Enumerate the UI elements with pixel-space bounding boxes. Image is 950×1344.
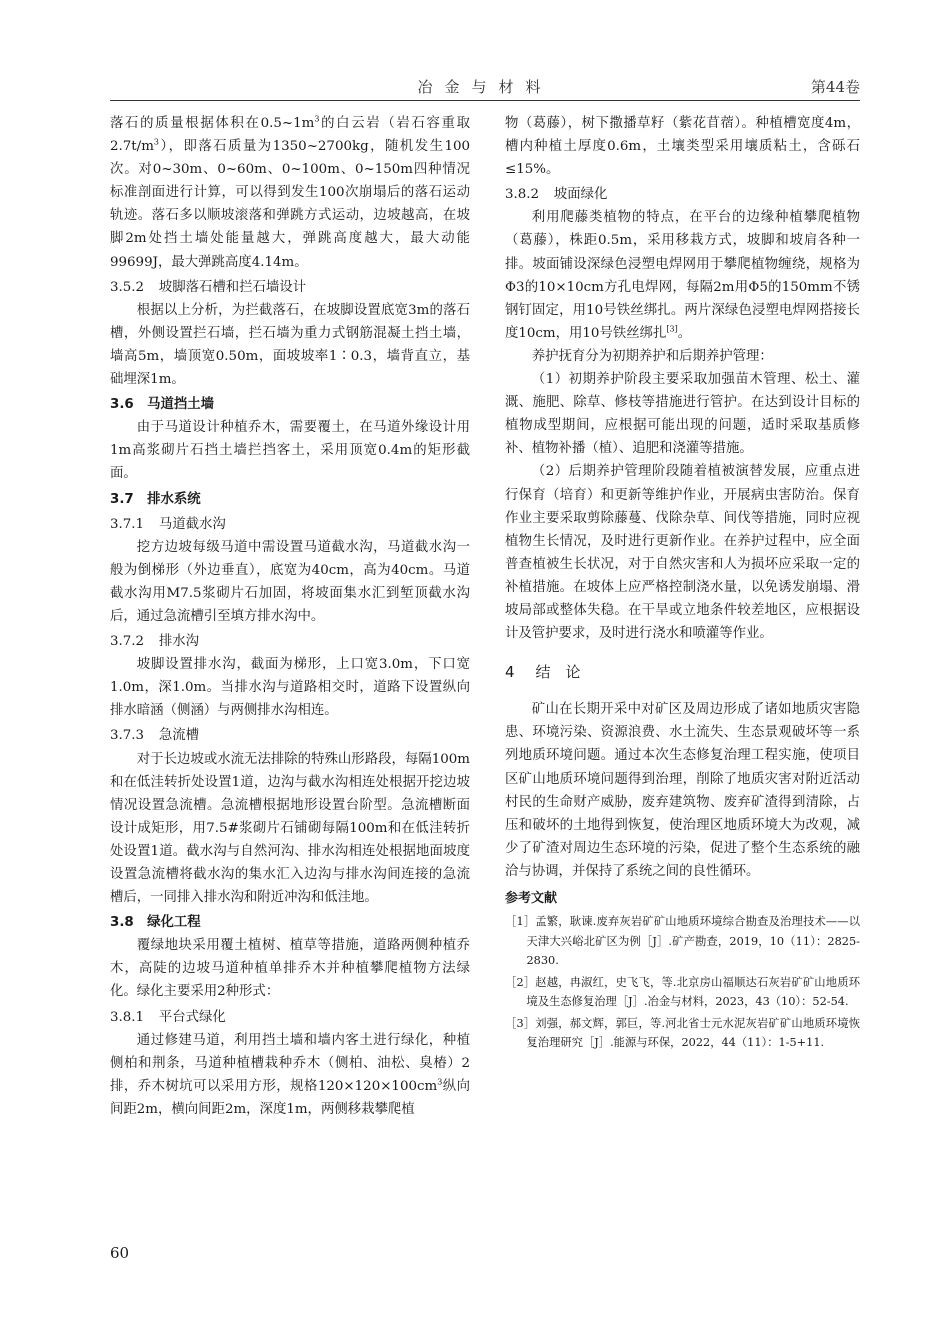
heading-3-7-3: 3.7.3 急流槽 [110, 728, 199, 744]
heading-3-7: 3.7 排水系统 [110, 491, 201, 507]
left-column [110, 112, 470, 1121]
paragraph: 利用爬藤类植物的特点，在平台的边缘种植攀爬植物（葛藤），株距0.5m，采用移栽方式，坡脚和坡肩各种一排。坡面铺设深绿色浸塑电焊网用于攀爬植物缠绕，规格为Φ3的10×10cm方孔电焊网，每隔2m用Φ5的150mm不锈钢钉固定，用10号铁丝绑扎。两片深绿色浸塑电焊网搭接长度10cm，用10号铁丝绑扎[3]。 [505, 210, 860, 341]
paragraph: 通过修建马道，利用挡土墙和墙内客土进行绿化，种植侧柏和荆条，马道种植槽栽种乔木（侧柏、油松、臭椿）2排，乔木树坑可以采用方形，规格$120\times 120\times 100cm^3$纵向间距2m，横向间距2m，深度1m，两侧移栽攀爬植 [110, 1032, 471, 1117]
running-header [110, 72, 860, 102]
heading-3-5-2: 3.5.2 坡脚落石槽和拦石墙设计 [110, 279, 307, 295]
paragraph: 物（葛藤），树下撒播草籽（紫花苜蓿）。种植槽宽度4m，槽内种植土厚度0.6m，土壤类型采用壤质粘土，含砾石≤15%。 [505, 116, 860, 178]
paragraph: （2）后期养护管理阶段随着植被演替发展，应重点进行保育（培育）和更新等维护作业，开展病虫害防治。保育作业主要采取剪除藤蔓、伐除杂草、间伐等措施，同时应视植物生长情况，及时进行更新作业。在养护过程中，应全面普查植被生长状况，对于自然灾害和人为损坏应采取一定的补植措施。在坡体上应严格控制浇水量，以免诱发崩塌、滑坡局部或整体失稳。在干旱或立地条件较差地区，应根据设计及管护要求，及时进行浇水和喷灌等作业。 [505, 464, 860, 642]
heading-3-8-2: 3.8.2 坡面绿化 [505, 187, 608, 203]
heading-4: 4 结 论 [505, 663, 581, 682]
volume-label: 第44卷 [810, 78, 860, 96]
paragraph: 坡脚设置排水沟，截面为梯形，上口宽3.0m，下口宽1.0m，深1.0m。当排水沟与道路相交时，道路下设置纵向排水暗涵（侧涵）与两侧排水沟相连。 [110, 657, 470, 719]
reference-item: ［2］赵越，冉淑红，史飞飞，等.北京房山福顺达石灰岩矿矿山地质环境及生态修复治理［J］.冶金与材料，2023，43（10）：52-54. [505, 975, 860, 1009]
heading-3-8-1: 3.8.1 平台式绿化 [110, 1009, 226, 1025]
heading-3-7-2: 3.7.2 排水沟 [110, 634, 199, 650]
references-title: 参考文献 [505, 891, 558, 906]
paragraph: （1）初期养护阶段主要采取加强苗木管理、松土、灌溉、施肥、除草、修枝等措施进行管护。在达到设计目标的植物成型期间，应根据可能出现的问题，适时采取基质修补、植物补播（植）、追肥和浇灌等措施。 [505, 372, 860, 457]
journal-name: 冶金与材料 [417, 78, 553, 96]
paragraph: 覆绿地块采用覆土植树、植草等措施，道路两侧种植乔木，高陡的边坡马道种植单排乔木并种植攀爬植物方法绿化。绿化主要采用2种形式： [110, 938, 470, 1000]
reference-item: ［1］孟繁，耿谏.废弃灰岩矿矿山地质环境综合勘查及治理技术——以天津大兴峪北矿区为例［J］.矿产勘查，2019，10（11）：2825-2830. [505, 915, 860, 968]
paragraph: 矿山在长期开采中对矿区及周边形成了诸如地质灾害隐患、环境污染、资源浪费、水土流失、生态景观破坏等一系列地质环境问题。通过本次生态修复治理工程实施，使项目区矿山地质环境问题得到治理，削除了地质灾害对附近活动村民的生命财产威胁，废弃建筑物、废弃矿渣得到清除，占压和破坏的土地得到恢复，使治理区地质环境大为改观，减少了矿渣对周边生态环境的污染，促进了整个生态系统的融洽与协调，并保持了系统之间的良性循环。 [505, 702, 860, 879]
citation: [3] [666, 324, 678, 334]
header-rule [110, 100, 860, 101]
paragraph: 由于马道设计种植乔木，需要覆土，在马道外缘设计用1m高浆砌片石挡土墙拦挡客土，采用顶宽0.4m的矩形截面。 [110, 420, 470, 482]
paragraph: 养护抚育分为初期养护和后期养护管理： [531, 348, 773, 364]
paragraph: 挖方边坡每级马道中需设置马道截水沟，马道截水沟一般为倒梯形（外边垂直），底宽为40cm，高为40cm。马道截水沟用M7.5浆砌片石加固，将坡面集水汇到堑顶截水沟后，通过急流槽引至填方排水沟中。 [110, 539, 470, 624]
heading-3-6: 3.6 马道挡土墙 [110, 397, 215, 413]
heading-3-8: 3.8 绿化工程 [110, 915, 201, 931]
reference-item: ［3］刘强，郝文辉，郭巨，等.河北省士元水泥灰岩矿矿山地质环境恢复治理研究［J］.能源与环保，2022，44（11）：1-5+11. [505, 1016, 860, 1050]
paragraph: 落石的质量根据体积在$0.5\sim 1m^3$的白云岩（岩石容重取$2.7t/m^3$），即落石质量为1350~2700kg，随机发生100次。对0~30m、0~60m、0~100m、0~150m四种情况标准剖面进行计算，可以得到发生100次崩塌后的落石运动轨迹。落石多以顺坡滚落和弹跳方式运动，边坡越高，在坡脚2m处挡土墙处能量越大，弹跳高度越大，最大动能99699J，最大弹跳高度4.14m。 [110, 114, 471, 270]
right-column [505, 112, 860, 1055]
heading-3-7-1: 3.7.1 马道截水沟 [110, 516, 226, 532]
page-number: 60 [110, 1244, 130, 1262]
paragraph: 根据以上分析，为拦截落石，在坡脚设置底宽3m的落石槽，外侧设置拦石墙，拦石墙为重力式钢筋混凝土挡土墙，墙高5m，墙顶宽0.50m，面坡坡率1∶0.3，墙背直立，基础埋深1m。 [110, 302, 470, 388]
paragraph: 对于长边坡或水流无法排除的特殊山形路段，每隔100m和在低洼转折处设置1道，边沟与截水沟相连处根据开挖边坡情况设置急流槽。急流槽根据地形设置台阶型。急流槽断面设计成矩形，用7.5#浆砌片石铺砌每隔100m和在低洼转折处设置1道。截水沟与自然河沟、排水沟相连处根据地面坡度设置急流槽将截水沟的集水汇入边沟与排水沟间连接的急流槽后，一同排入排水沟和附近冲沟和低洼地。 [110, 751, 470, 906]
